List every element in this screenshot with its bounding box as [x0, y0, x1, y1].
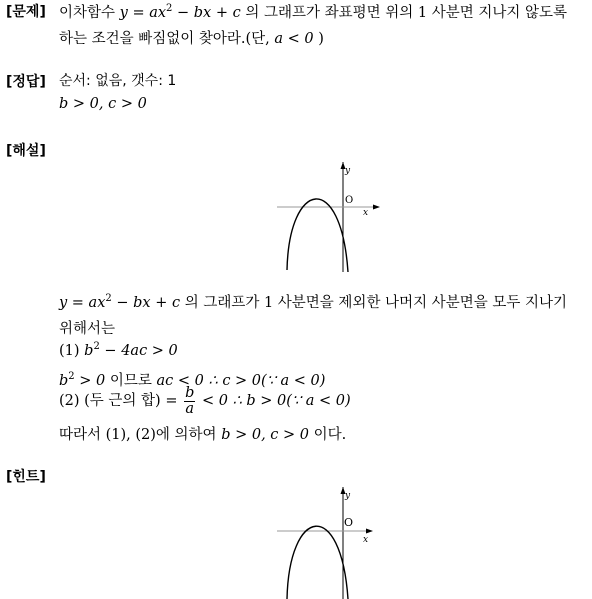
- fraction-b-over-a: $\frac{b}{a}$: [185, 385, 195, 417]
- x-axis-arrow: [373, 205, 380, 210]
- y-axis-label: y: [345, 166, 351, 176]
- answer-line-2: b > 0, c > 0: [59, 96, 147, 112]
- problem-label: [문제]: [6, 4, 46, 20]
- parabola-curve: [287, 199, 348, 272]
- x-axis-label: x: [363, 208, 369, 218]
- x-axis-arrow: [366, 529, 373, 534]
- x-axis-label: x: [363, 535, 369, 545]
- explanation-parabola-graph: [275, 160, 385, 275]
- parabola-curve: [287, 526, 348, 599]
- problem-line-2: 하는 조건을 빠짐없이 찾아라.(단, a < 0 ): [59, 31, 324, 47]
- explanation-line-1: $y = ax^2$ − bx + c 의 그래프가 1 사분면을 제외한 나머지 사분면을 모두 지나기: [59, 293, 567, 311]
- explanation-line-4: $b^2 > 0$ 이므로 ac < 0 ∴ c > 0(∵ a < 0): [59, 371, 326, 389]
- y-axis-label: y: [345, 491, 351, 501]
- hint-label: [힌트]: [6, 469, 46, 485]
- explanation-line-5: (2) (두 근의 합) = $\frac{b}{a}$ < 0 ∴ b > 0(∵ a < 0): [59, 385, 351, 417]
- origin-label: O: [344, 516, 354, 529]
- answer-line-1: 순서: 없음, 갯수: 1: [59, 73, 177, 89]
- explanation-line-2: 위해서는: [59, 321, 116, 337]
- origin-label: O: [345, 195, 354, 206]
- explanation-label: [해설]: [6, 143, 46, 159]
- hint-parabola-graph: [275, 485, 385, 599]
- answer-label: [정답]: [6, 74, 46, 90]
- problem-line-1: 이차함수 $y = ax^2$ − bx + c 의 그래프가 좌표평면 위의 1 사분면 지나지 않도록: [59, 3, 567, 21]
- explanation-line-6: 따라서 (1), (2)에 의하여 b > 0, c > 0 이다.: [59, 427, 347, 443]
- explanation-line-3: (1) $b^2 - 4ac > 0$: [59, 341, 178, 359]
